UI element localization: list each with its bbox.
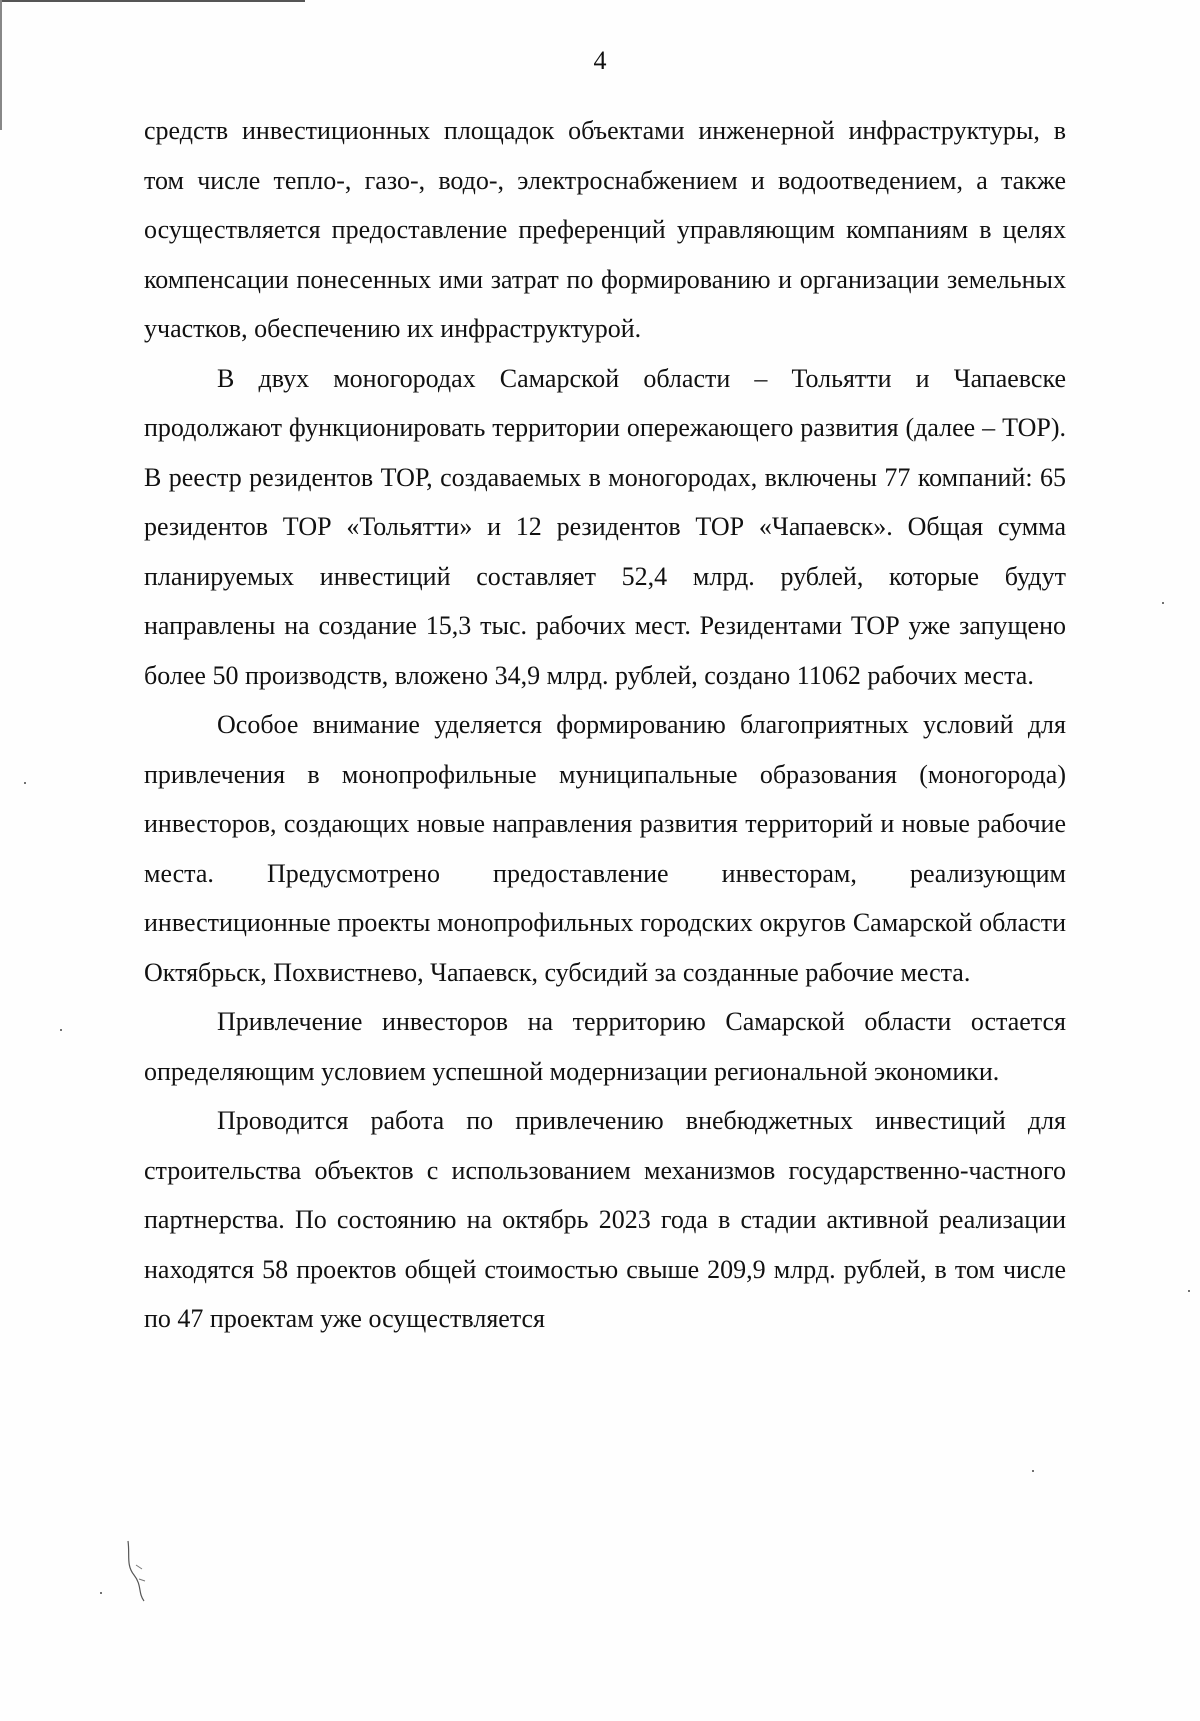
scan-speck bbox=[1032, 1470, 1034, 1472]
paragraph-continued: средств инвестиционных площадок объектами инженерной инфраструктуры, в том числе тепло-, газо-, водо-, электроснабжением и водоотведением, а также осуществляется предоставление преференций управляющим компаниям в целях компенсации понесенных ими затрат по формированию и организации земельных участков, обеспечению их инфраструктурой. bbox=[144, 116, 1066, 343]
scan-top-rule bbox=[0, 0, 305, 2]
page-number: 4 bbox=[593, 46, 607, 75]
scan-speck bbox=[60, 1029, 62, 1031]
paragraph: Привлечение инвесторов на территорию Самарской области остается определяющим условием успешной модернизации региональной экономики. bbox=[144, 1007, 1066, 1086]
paragraph: Проводится работа по привлечению внебюджетных инвестиций для строительства объектов с использованием механизмов государственно-частного партнерства. По состоянию на октябрь 2023 года в стадии активной реализации находятся 58 проектов общей стоимостью свыше 209,9 млрд. рублей, в том числе по 47 проектам уже осуществляется bbox=[144, 1106, 1066, 1333]
paragraph: Особое внимание уделяется формированию благоприятных условий для привлечения в монопрофильные муниципальные образования (моногорода) инвесторов, создающих новые направления развития территорий и новые рабочие места. Предусмотрено предоставление инвесторам, реализующим инвестиционные проекты монопрофильных городских округов Самарской области Октябрьск, Похвистнево, Чапаевск, субсидий за созданные рабочие места. bbox=[144, 710, 1066, 987]
scan-artifact-mark bbox=[120, 1535, 160, 1605]
scan-speck bbox=[24, 782, 26, 784]
paragraph: В двух моногородах Самарской области – Тольятти и Чапаевске продолжают функционировать территории опережающего развития (далее – ТОР). В реестр резидентов ТОР, создаваемых в моногородах, включены 77 компаний: 65 резидентов ТОР «Тольятти» и 12 резидентов ТОР «Чапаевск». Общая сумма планируемых инвестиций составляет 52,4 млрд. рублей, которые будут направлены на создание 15,3 тыс. рабочих мест. Резидентами ТОР уже запущено более 50 производств, вложено 34,9 млрд. рублей, создано 11062 рабочих места. bbox=[144, 363, 1066, 690]
document-body bbox=[144, 106, 1066, 1344]
scan-speck bbox=[1188, 1290, 1190, 1292]
scan-speck bbox=[100, 1592, 102, 1594]
scan-speck bbox=[1162, 602, 1164, 604]
